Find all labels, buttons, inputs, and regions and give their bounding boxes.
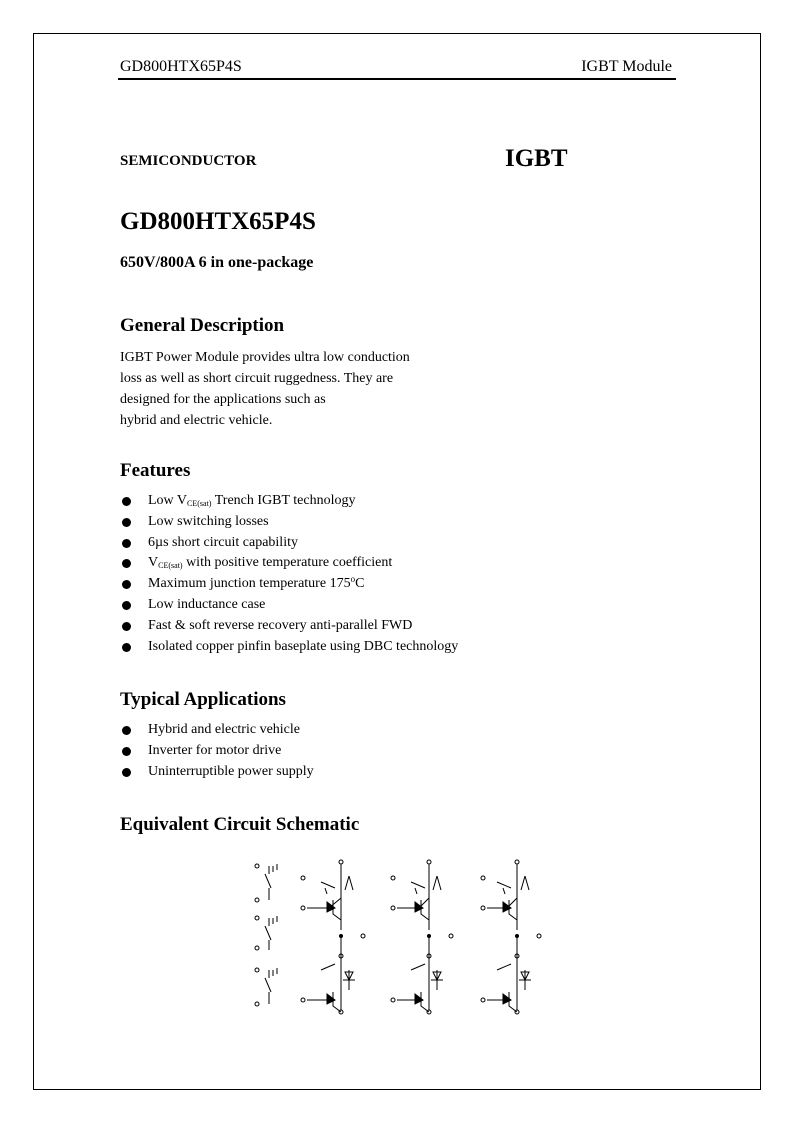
feature-item: Fast & soft reverse recovery anti-parallel FWD (120, 616, 458, 637)
feature-item: 6µs short circuit capability (120, 533, 458, 554)
bullet-icon (122, 643, 131, 652)
phase-v (391, 860, 453, 1014)
general-description-heading: General Description (120, 315, 285, 336)
header-part-number: GD800HTX65P4S (120, 58, 242, 75)
page-header (118, 58, 676, 80)
bullet-icon (122, 580, 131, 589)
equivalent-circuit-schematic (245, 852, 555, 1022)
bullet-icon (122, 518, 131, 527)
general-description-text (120, 347, 410, 431)
bullet-icon (122, 497, 131, 506)
bullet-icon (122, 622, 131, 631)
description-line: loss as well as short circuit ruggedness. They are (120, 371, 394, 386)
rating-subtitle: 650V/800A 6 in one-package (120, 254, 314, 271)
part-number-title: GD800HTX65P4S (120, 208, 316, 235)
category-label: SEMICONDUCTOR (120, 153, 257, 169)
application-item: Hybrid and electric vehicle (120, 720, 314, 741)
feature-item: Isolated copper pinfin baseplate using DBC technology (120, 637, 458, 658)
bullet-icon (122, 539, 131, 548)
ntc-symbols (255, 864, 277, 1006)
bullet-icon (122, 601, 131, 610)
features-list (120, 491, 458, 657)
feature-item: Low switching losses (120, 512, 458, 533)
feature-item: Low $V_{CE(sat)}$ Trench IGBT technology (120, 491, 458, 512)
phase-w (481, 860, 541, 1014)
header-doc-type: IGBT Module (581, 58, 672, 75)
features-heading: Features (120, 460, 191, 481)
applications-list (120, 720, 314, 782)
feature-item: $V_{CE(sat)}$ with positive temperature coefficient (120, 553, 458, 574)
bullet-icon (122, 747, 131, 756)
description-line: hybrid and electric vehicle. (120, 413, 273, 428)
feature-item: Maximum junction temperature 175$^o$C (120, 574, 458, 595)
schematic-heading: Equivalent Circuit Schematic (120, 814, 360, 835)
bullet-icon (122, 768, 131, 777)
application-item: Inverter for motor drive (120, 741, 314, 762)
phase-u (301, 860, 365, 1014)
description-line: IGBT Power Module provides ultra low conduction (120, 350, 410, 365)
device-type-label: IGBT (505, 145, 568, 172)
feature-item: Low inductance case (120, 595, 458, 616)
description-line: designed for the applications such as (120, 392, 326, 407)
bullet-icon (122, 559, 131, 568)
applications-heading: Typical Applications (120, 689, 286, 710)
application-item: Uninterruptible power supply (120, 762, 314, 783)
bullet-icon (122, 726, 131, 735)
